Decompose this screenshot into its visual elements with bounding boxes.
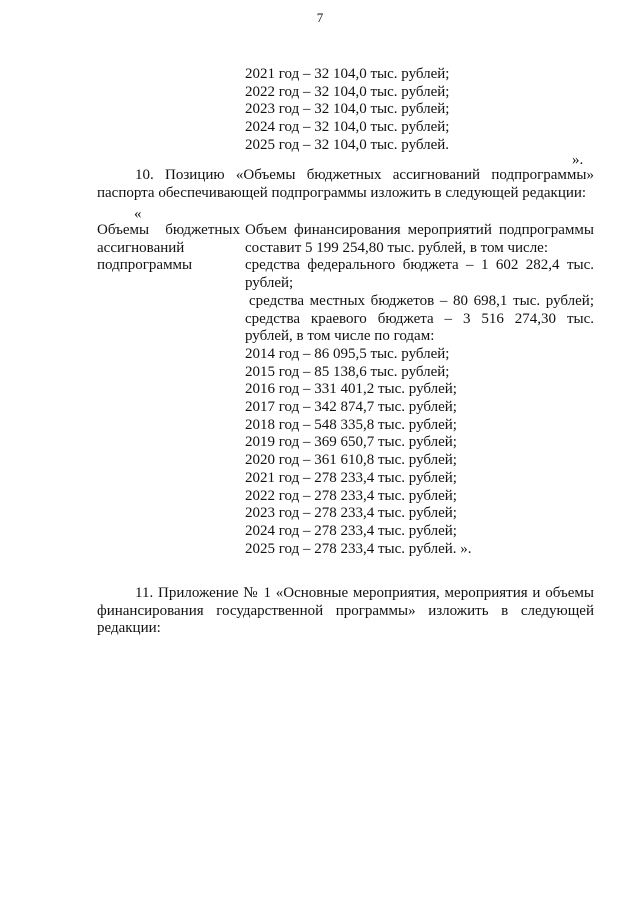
paragraph-11: 11. Приложение № 1 «Основные мероприятия, мероприятия и объемы финансирования государственной программы» изложить в следующей редакции:: [97, 585, 594, 636]
paragraph-10: 10. Позицию «Объемы бюджетных ассигнований подпрограммы» паспорта обеспечивающей подпрограммы изложить в следующей редакции:: [97, 167, 594, 201]
table-value-column: [245, 222, 594, 558]
funding-year-line: 2024 год – 278 233,4 тыс. рублей;: [245, 522, 457, 539]
funding-text-line: составит 5 199 254,80 тыс. рублей, в том числе:: [245, 239, 549, 256]
year-funding-line: 2022 год – 32 104,0 тыс. рублей;: [245, 83, 450, 100]
funding-year-line: 2017 год – 342 874,7 тыс. рублей;: [245, 399, 457, 416]
funding-year-line: 2021 год – 278 233,4 тыс. рублей;: [245, 469, 457, 486]
funding-text-line: средства краевого бюджета – 3 516 274,30 тыс.: [245, 310, 594, 327]
table-label-line: подпрограммы: [97, 257, 193, 274]
table-label-line: Объемы бюджетных: [97, 222, 240, 238]
funding-text-line: средства федерального бюджета – 1 602 282,4 тыс.: [245, 257, 594, 274]
table-label-line: ассигнований: [97, 239, 185, 256]
funding-year-line: 2018 год – 548 335,8 тыс. рублей;: [245, 416, 457, 433]
year-funding-line: 2021 год – 32 104,0 тыс. рублей;: [245, 66, 450, 82]
funding-text-line: Объем финансирования мероприятий подпрограммы: [245, 222, 594, 238]
funding-text-line: рублей, в том числе по годам:: [245, 328, 435, 345]
funding-year-line: 2019 год – 369 650,7 тыс. рублей;: [245, 434, 457, 451]
funding-year-line: 2025 год – 278 233,4 тыс. рублей. ».: [245, 540, 472, 557]
opening-quote: «: [134, 206, 142, 222]
closing-quote: ».: [572, 152, 584, 168]
table-label-column: [97, 222, 240, 275]
funding-year-line: 2015 год – 85 138,6 тыс. рублей;: [245, 363, 450, 380]
funding-year-line: 2020 год – 361 610,8 тыс. рублей;: [245, 452, 457, 469]
year-funding-line: 2025 год – 32 104,0 тыс. рублей.: [245, 136, 450, 153]
funding-text-line: средства местных бюджетов – 80 698,1 тыс. рублей;: [249, 292, 594, 309]
funding-text-line: рублей;: [245, 275, 294, 292]
funding-year-line: 2014 год – 86 095,5 тыс. рублей;: [245, 345, 450, 362]
page-number: 7: [316, 10, 324, 25]
funding-year-line: 2022 год – 278 233,4 тыс. рублей;: [245, 487, 457, 504]
year-funding-line: 2023 год – 32 104,0 тыс. рублей;: [245, 101, 450, 118]
funding-year-line: 2023 год – 278 233,4 тыс. рублей;: [245, 505, 457, 522]
funding-year-line: 2016 год – 331 401,2 тыс. рублей;: [245, 381, 457, 398]
year-funding-line: 2024 год – 32 104,0 тыс. рублей;: [245, 119, 450, 136]
year-funding-list: [245, 66, 449, 155]
